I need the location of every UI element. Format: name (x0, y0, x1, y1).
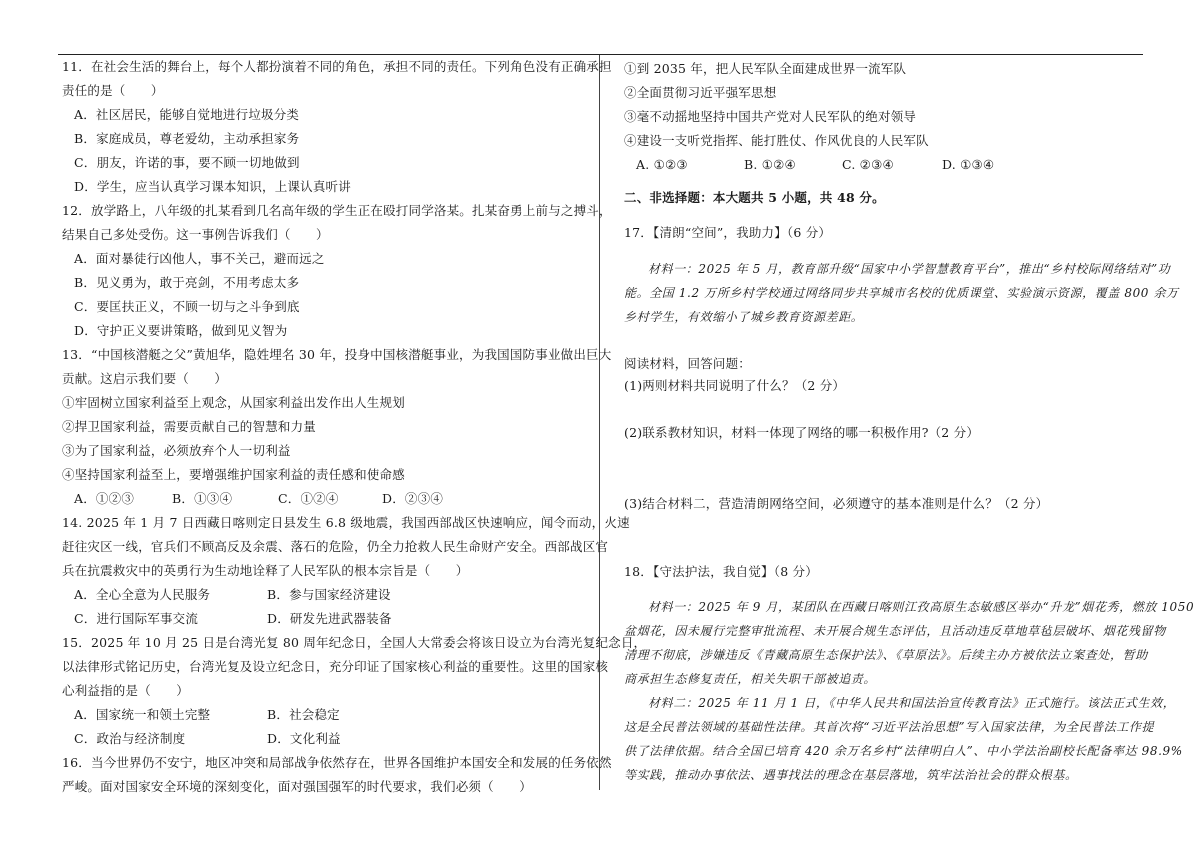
q11-option-b: B．家庭成员，尊老爱幼，主动承担家务 (74, 131, 300, 146)
q14-stem-line-3: 兵在抗震救灾中的英勇行为生动地诠释了人民军队的根本宗旨是（ ） (62, 563, 469, 578)
q14-stem-line-1: 14. 2025 年 1 月 7 日西藏日喀则定日县发生 6.8 级地震，我国西部战区快速响应，闻令而动，火速 (62, 515, 630, 530)
q12-option-c: C．要匡扶正义，不顾一切与之斗争到底 (74, 299, 300, 314)
q16-option-b: B. ①②④ (744, 157, 796, 172)
q16-stem-line-2: 严峻。面对国家安全环境的深刻变化，面对强国强军的时代要求，我们必须（ ） (62, 779, 532, 794)
q18-material2-line-2: 这是全民普法领域的基础性法律。其首次将“习近平法治思想”写入国家法律，为全民普法工作提 (624, 720, 1155, 734)
q12-option-a: A．面对暴徒行凶他人，事不关己，避而远之 (74, 251, 325, 266)
q15-option-c: C．政治与经济制度 (74, 731, 186, 746)
q17-material-line-3: 乡村学生，有效缩小了城乡教育资源差距。 (624, 310, 864, 324)
q16-stem-line-1: 16．当今世界仍不安宁，地区冲突和局部战争依然存在，世界各国维护本国安全和发展的任务依然 (62, 755, 612, 770)
q17-question-3: (3)结合材料二，营造清朗网络空间，必须遵守的基本准则是什么？（2 分） (624, 496, 1049, 511)
q17-material-line-2: 能。全国 1.2 万所乡村学校通过网络同步共享城市名校的优质课堂、实验演示资源，覆盖 800 余万 (624, 286, 1179, 300)
q18-material1-line-2: 盆烟花，因未履行完整审批流程、未开展合规生态评估，且活动违反草地草毡层破坏、烟花残留物 (624, 624, 1166, 638)
q14-option-a: A．全心全意为人民服务 (74, 587, 211, 602)
q17-prompt: 阅读材料，回答问题： (624, 356, 752, 371)
top-rule (58, 54, 1143, 55)
q17-title: 17．【清朗“空间”，我助力】（6 分） (624, 225, 832, 240)
q13-stem-line-1: 13．“中国核潜艇之父”黄旭华，隐姓埋名 30 年，投身中国核潜艇事业，为我国国防事业做出巨大 (62, 347, 612, 362)
q15-option-a: A．国家统一和领土完整 (74, 707, 211, 722)
q13-stem-line-2: 贡献。这启示我们要（ ） (62, 371, 228, 386)
q18-material2-line-1: 材料二：2025 年 11 月 1 日，《中华人民共和国法治宣传教育法》正式施行。该法正式生效， (648, 696, 1176, 710)
q14-option-d: D．研发先进武器装备 (267, 611, 392, 626)
q18-material1-line-3: 清理不彻底，涉嫌违反《青藏高原生态保护法》、《草原法》。后续主办方被依法立案查处，暂助 (624, 648, 1148, 662)
q14-option-c: C．进行国际军事交流 (74, 611, 199, 626)
q16-option-d: D. ①③④ (942, 157, 995, 172)
q14-option-b: B．参与国家经济建设 (267, 587, 391, 602)
q12-option-b: B．见义勇为，敢于亮剑，不用考虑太多 (74, 275, 300, 290)
q13-item-4: ④坚持国家利益至上，要增强维护国家利益的责任感和使命感 (62, 467, 405, 482)
q14-stem-line-2: 赶往灾区一线，官兵们不顾高反及余震、落石的危险，仍全力抢救人民生命财产安全。西部战区官 (62, 539, 609, 554)
q16-item-1: ①到 2035 年，把人民军队全面建成世界一流军队 (624, 61, 907, 76)
q13-option-d: D．②③④ (382, 491, 444, 506)
q16-option-c: C. ②③④ (842, 157, 894, 172)
q13-item-3: ③为了国家利益，必须放弃个人一切利益 (62, 443, 291, 458)
q12-option-d: D．守护正义要讲策略，做到见义智为 (74, 323, 288, 338)
q15-stem-line-3: 心利益指的是（ ） (62, 683, 190, 698)
q17-question-2: (2)联系教材知识，材料一体现了网络的哪一积极作用?（2 分） (624, 425, 980, 440)
q16-item-4: ④建设一支听党指挥、能打胜仗、作风优良的人民军队 (624, 133, 929, 148)
q15-option-d: D．文化利益 (267, 731, 341, 746)
q11-stem-line-1: 11．在社会生活的舞台上，每个人都扮演着不同的角色，承担不同的责任。下列角色没有正确承担 (62, 59, 612, 74)
q15-stem-line-2: 以法律形式铭记历史，台湾光复及设立纪念日，充分印证了国家核心利益的重要性。这里的国家核 (62, 659, 609, 674)
q17-question-1: (1)两则材料共同说明了什么？（2 分） (624, 378, 846, 393)
q18-material2-line-4: 等实践，推动办事依法、遇事找法的理念在基层落地，筑牢法治社会的群众根基。 (624, 768, 1078, 782)
section-title: 二、非选择题：本大题共 5 小题，共 48 分。 (624, 190, 885, 205)
q11-stem-line-2: 责任的是（ ） (62, 83, 164, 98)
q15-stem-line-1: 15．2025 年 10 月 25 日是台湾光复 80 周年纪念日，全国人大常委会将该日设立为台湾光复纪念日， (62, 635, 647, 650)
q18-material1-line-4: 商承担生态修复责任，相关失职干部被追责。 (624, 672, 877, 686)
q16-item-3: ③毫不动摇地坚持中国共产党对人民军队的绝对领导 (624, 109, 917, 124)
q17-material-line-1: 材料一：2025 年 5 月，教育部升级“国家中小学智慧教育平台”，推出“乡村校际网络结对”功 (648, 262, 1171, 276)
q13-option-c: C．①②④ (278, 491, 339, 506)
q13-option-a: A．①②③ (74, 491, 135, 506)
column-divider (599, 55, 600, 790)
q13-item-2: ②捍卫国家利益，需要贡献自己的智慧和力量 (62, 419, 317, 434)
q11-option-d: D．学生，应当认真学习课本知识，上课认真听讲 (74, 179, 351, 194)
q18-material2-line-3: 供了法律依据。结合全国已培育 420 余万名乡村“法律明白人”、中小学法治副校长配备率达 98.9% (624, 744, 1183, 758)
q12-stem-line-1: 12．放学路上，八年级的扎某看到几名高年级的学生正在殴打同学洛某。扎某奋勇上前与之搏斗， (62, 203, 612, 218)
q15-option-b: B．社会稳定 (267, 707, 340, 722)
q16-item-2: ②全面贯彻习近平强军思想 (624, 85, 777, 100)
q18-material1-line-1: 材料一：2025 年 9 月，某团队在西藏日喀则江孜高原生态敏感区举办“升龙”烟花秀，燃放 1050 (648, 600, 1195, 614)
q13-option-b: B．①③④ (172, 491, 233, 506)
q11-option-a: A．社区居民，能够自觉地进行垃圾分类 (74, 107, 300, 122)
q11-option-c: C．朋友，许诺的事，要不顾一切地做到 (74, 155, 300, 170)
q16-option-a: A. ①②③ (636, 157, 688, 172)
q12-stem-line-2: 结果自己多处受伤。这一事例告诉我们（ ） (62, 227, 329, 242)
q13-item-1: ①牢固树立国家利益至上观念，从国家利益出发作出人生规划 (62, 395, 405, 410)
q18-title: 18．【守法护法，我自觉】（8 分） (624, 564, 818, 579)
